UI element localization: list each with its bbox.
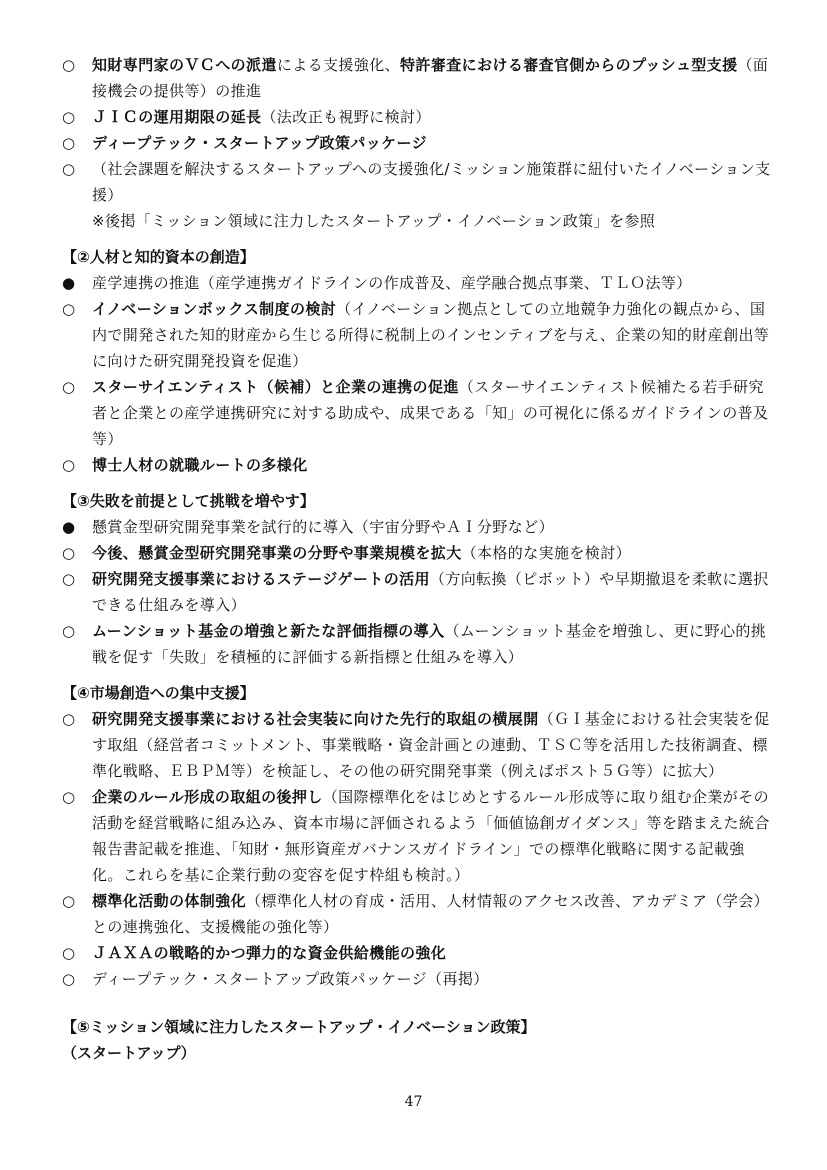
item-bold-text: 企業のルール形成の取組の後押し <box>92 788 323 806</box>
item-text: （本格的な実施を検討） <box>461 544 632 562</box>
list-item <box>62 888 774 940</box>
item-text: （方向転換（ピボット）や早期撤退を柔軟に選択できる仕組みを導入） <box>92 570 769 614</box>
item-text: （国際標準化をはじめとするルール形成等に取り組む企業がその活動を経営戦略に組み込み、資本市場に評価されるよう「価値協創ガイダンス」等を踏まえた統合報告書記載を推進、「知財・無形資産ガバナンスガイドライン」での標準化戦略に関する記載強化。これらを基に企業行動の変容を促す枠組も検討。） <box>92 788 770 884</box>
item-bold-text: 今後、懸賞金型研究開発事業の分野や事業規模を拡大 <box>92 544 462 562</box>
section-heading: 【④市場創造への集中支援】 <box>62 684 255 702</box>
item-text: （標準化人材の育成・活用、人材情報のアクセス改善、アカデミア（学会）との連携強化、支援機能の強化等） <box>92 892 770 936</box>
item-text: （ムーンショット基金を増強し、更に野心的挑戦を促す「失敗」を積極的に評価する新指標と仕組みを導入） <box>92 622 767 666</box>
item-text: （イノベーション拠点としての立地競争力強化の観点から、国内で開発された知的財産から生じる所得に税制上のインセンティブを与え、企業の知的財産創出等に向けた研究開発投資を促進） <box>92 300 770 370</box>
circle-bullet-icon: ○ <box>62 134 76 152</box>
filled-bullet-icon: ● <box>62 518 76 536</box>
item-bold-text: ＪＡＸＡの戦略的かつ弾力的な資金供給機能の強化 <box>92 944 447 962</box>
list-item <box>62 452 774 478</box>
filled-bullet-icon: ● <box>62 274 76 292</box>
item-bold-text: 研究開発支援事業における社会実装に向けた先行的取組の横展開 <box>92 710 539 728</box>
document-body <box>62 52 774 1066</box>
circle-bullet-icon: ○ <box>62 970 76 988</box>
item-bold-text: 知財専門家のＶＣへの派遣 <box>92 56 277 74</box>
list-item <box>62 270 774 296</box>
circle-bullet-icon: ○ <box>62 622 76 640</box>
list-item <box>62 52 774 104</box>
item-bold-text: ＪＩＣの運用期限の延長 <box>92 108 262 126</box>
circle-bullet-icon: ○ <box>62 56 76 74</box>
circle-bullet-icon: ○ <box>62 892 76 910</box>
item-bold-text: イノベーションボックス制度の検討 <box>92 300 337 318</box>
list-item <box>62 514 774 540</box>
circle-bullet-icon: ○ <box>62 944 76 962</box>
item-text: （ＧＩ基金における社会実装を促す取組（経営者コミットメント、事業戦略・資金計画との連動、ＴＳＣ等を活用した技術調査、標準化戦略、ＥＢＰＭ等）を検証し、その他の研究開発事業（例えばポスト５Ｇ等）に拡大） <box>92 710 770 780</box>
list-item <box>62 966 774 992</box>
item-bold-text: ムーンショット基金の増強と新たな評価指標の導入 <box>92 622 445 640</box>
circle-bullet-icon: ○ <box>62 378 76 396</box>
item-text: ディープテック・スタートアップ政策パッケージ（再掲） <box>92 970 489 988</box>
list-item <box>62 540 774 566</box>
item-text: （スターサイエンティスト候補たる若手研究者と企業との産学連携研究に対する助成や、成果である「知」の可視化に係るガイドラインの普及等） <box>92 378 769 448</box>
circle-bullet-icon: ○ <box>62 300 76 318</box>
list-item <box>62 618 774 670</box>
item-bold-text: ディープテック・スタートアップ政策パッケージ <box>92 134 428 152</box>
section-heading: 【③失敗を前提として挑戦を増やす】 <box>62 492 315 510</box>
list-item <box>62 706 774 784</box>
item-text: （社会課題を解決するスタートアップへの支援強化/ミッション施策群に紐付いたイノベーション支援） <box>92 160 771 204</box>
item-bold-text: 研究開発支援事業におけるステージゲートの活用 <box>92 570 430 588</box>
item-bold-text-2: 特許審査における審査官側からのプッシュ型支援 <box>400 56 738 74</box>
list-item <box>62 784 774 888</box>
item-text: による支援強化、 <box>276 56 401 74</box>
list-item <box>62 296 774 374</box>
circle-bullet-icon: ○ <box>62 544 76 562</box>
item-bold-text: スターサイエンティスト（候補）と企業の連携の促進 <box>92 378 459 396</box>
section-subheading: （スタートアップ） <box>62 1044 196 1062</box>
list-item <box>62 566 774 618</box>
page-number: 47 <box>404 1094 423 1110</box>
section-heading: 【⑤ミッション領域に注力したスタートアップ・イノベーション政策】 <box>62 1018 536 1036</box>
list-item <box>62 156 774 208</box>
section-heading: 【②人材と知的資本の創造】 <box>62 248 255 266</box>
circle-bullet-icon: ○ <box>62 570 76 588</box>
circle-bullet-icon: ○ <box>62 160 76 178</box>
reference-note: ※後掲「ミッション領域に注力したスタートアップ・イノベーション政策」を参照 <box>92 212 656 230</box>
item-bold-text: 博士人材の就職ルートの多様化 <box>92 456 308 474</box>
circle-bullet-icon: ○ <box>62 108 76 126</box>
item-text: （法改正も視野に検討） <box>261 108 431 126</box>
circle-bullet-icon: ○ <box>62 710 76 728</box>
list-item <box>62 104 774 130</box>
list-item <box>62 130 774 156</box>
list-item <box>62 940 774 966</box>
item-text-2: （面接機会の提供等）の推進 <box>92 56 769 100</box>
list-item <box>62 374 774 452</box>
item-text: 懸賞金型研究開発事業を試行的に導入（宇宙分野やＡＩ分野など） <box>92 518 555 536</box>
item-bold-text: 標準化活動の体制強化 <box>92 892 247 910</box>
circle-bullet-icon: ○ <box>62 788 76 806</box>
circle-bullet-icon: ○ <box>62 456 76 474</box>
item-text: 産学連携の推進（産学連携ガイドラインの作成普及、産学融合拠点事業、ＴＬＯ法等） <box>92 274 692 292</box>
